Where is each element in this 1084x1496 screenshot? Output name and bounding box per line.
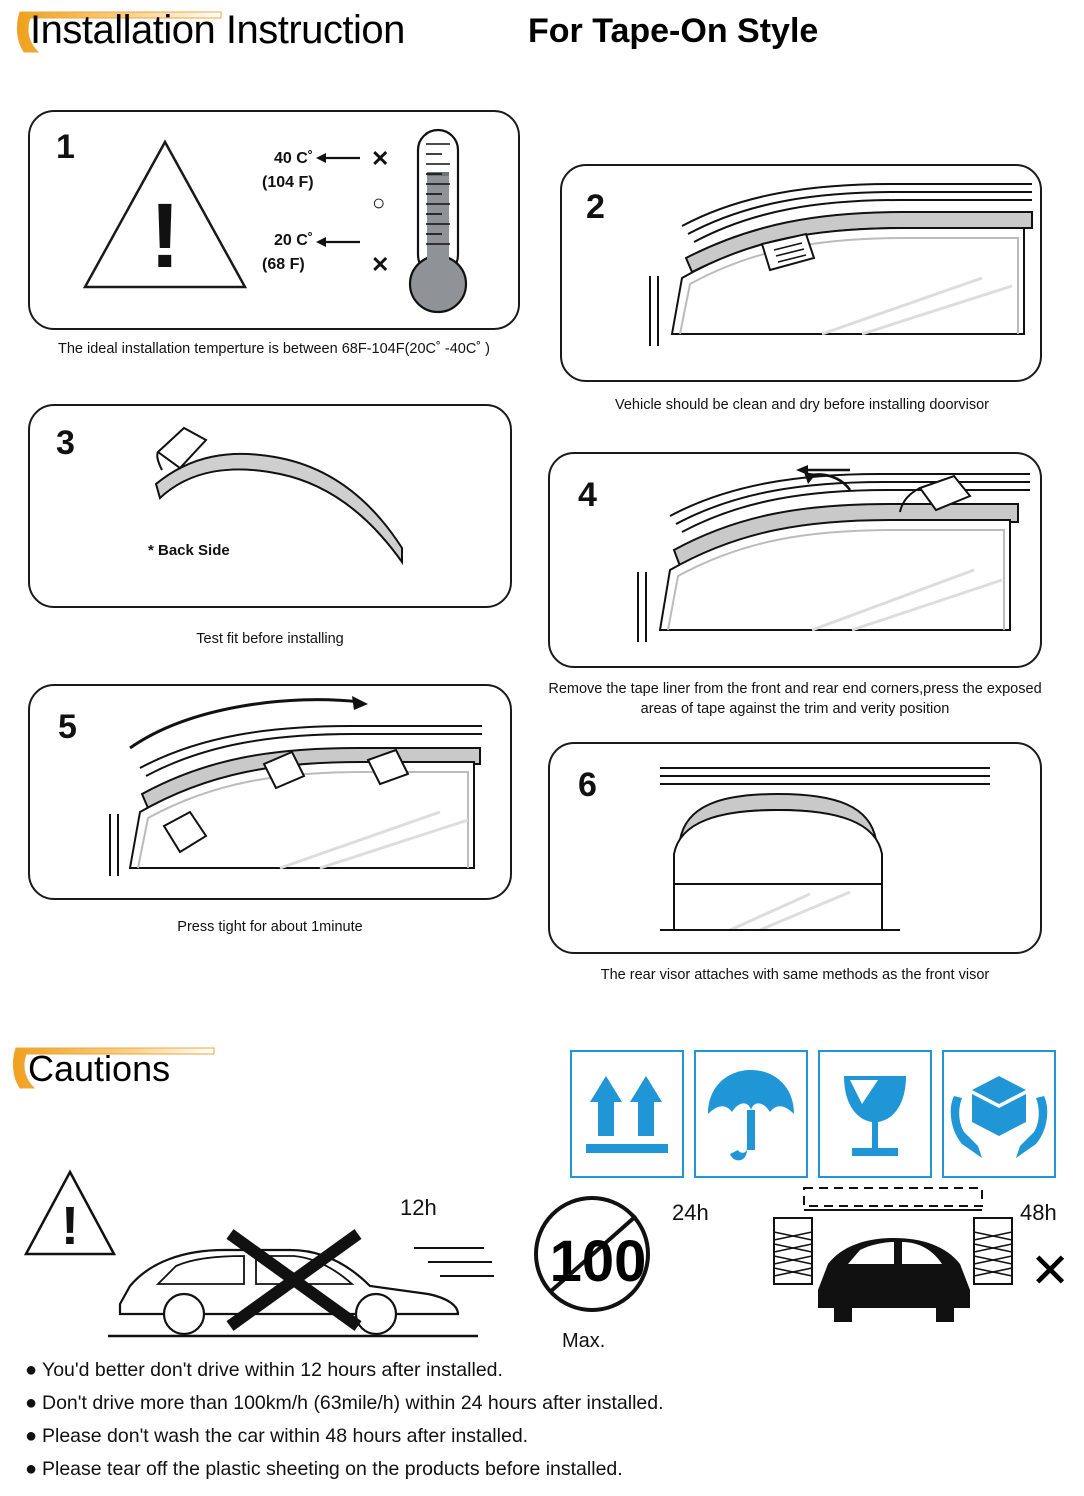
step-1-illustration [30, 112, 522, 332]
handle-with-care-icon [944, 1052, 1054, 1176]
caution-note-text: Please tear off the plastic sheeting on the products before installed. [42, 1458, 623, 1480]
bullet-dot-icon: ● [24, 1359, 38, 1381]
step-4-illustration [550, 454, 1044, 670]
shipping-icon-fragile [818, 1050, 932, 1178]
cross-mark-low-icon: ✕ [371, 252, 390, 277]
temp-low-fahrenheit-label: (68 F) [262, 256, 305, 273]
step-2-illustration [562, 166, 1044, 384]
step-6-caption: The rear visor attaches with same methods as the front visor [600, 967, 990, 983]
step-number-2: 2 [586, 188, 605, 226]
no-drive-hours-label: 12h [400, 1195, 437, 1220]
step-4-caption: Remove the tape liner from the front and rear end corners,press the exposed areas of tape against the trim and verity position [548, 681, 1042, 717]
shipping-icon-handle-with-care [942, 1050, 1056, 1178]
back-side-label: * Back Side [148, 542, 230, 559]
step-number-1: 1 [56, 128, 75, 166]
list-item [20, 1424, 1064, 1448]
keep-dry-umbrella-icon [696, 1052, 806, 1176]
page-header [0, 0, 1084, 78]
cautions-title: Cautions [28, 1048, 171, 1089]
svg-text:!: ! [149, 185, 181, 287]
list-item [20, 1391, 1064, 1415]
step-number-6: 6 [578, 766, 597, 804]
step-6-illustration [550, 744, 1044, 956]
temp-high-celsius-label: 40 C˚ [274, 150, 314, 167]
step-3-illustration [30, 406, 514, 610]
bullet-dot-icon: ● [24, 1425, 38, 1447]
step-panel-4 [548, 452, 1042, 668]
speed-hours-label: 24h [672, 1200, 709, 1225]
caution-note-text: You'd better don't drive within 12 hours after installed. [42, 1359, 503, 1381]
shipping-icon-keep-dry [694, 1050, 808, 1178]
step-panel-5 [28, 684, 512, 900]
list-item [20, 1457, 1064, 1481]
no-wash-hours-label: 48h [1020, 1200, 1057, 1225]
svg-text:!: ! [61, 1196, 79, 1256]
page-title: Installation Instruction [30, 8, 405, 52]
cautions-notes-list [20, 1358, 1064, 1490]
caution-note-text: Please don't wash the car within 48 hours after installed. [42, 1425, 529, 1447]
step-panel-6 [548, 742, 1042, 954]
step-number-5: 5 [58, 708, 77, 746]
step-5-caption: Press tight for about 1minute [177, 919, 363, 935]
step-number-3: 3 [56, 424, 75, 462]
step-3-caption: Test fit before installing [196, 631, 344, 647]
step-panel-3 [28, 404, 512, 608]
caution-note-text: Don't drive more than 100km/h (63mile/h) within 24 hours after installed. [42, 1392, 664, 1414]
shipping-icon-this-side-up [570, 1050, 684, 1178]
temp-high-fahrenheit-label: (104 F) [262, 174, 314, 191]
bullet-dot-icon: ● [24, 1458, 38, 1480]
fragile-glass-icon [820, 1052, 930, 1176]
step-panel-2 [560, 164, 1042, 382]
step-2-caption: Vehicle should be clean and dry before installing doorvisor [614, 397, 989, 413]
caution-no-drive-diagram [8, 1158, 548, 1358]
step-5-illustration [30, 686, 514, 902]
caution-no-wash-diagram [760, 1180, 1030, 1340]
cross-mark-high-icon: ✕ [371, 146, 390, 171]
page-subtitle: For Tape-On Style [528, 12, 819, 50]
speed-limit-max-label: Max. [562, 1330, 606, 1352]
circle-mark-ok-icon: ○ [372, 190, 386, 215]
step-1-caption: The ideal installation temperture is between 68F-104F(20C˚ -40C˚ ) [58, 341, 490, 357]
step-panel-1 [28, 110, 520, 330]
list-item [20, 1358, 1064, 1382]
speed-limit-value: 100 [549, 1229, 647, 1294]
step-number-4: 4 [578, 476, 597, 514]
bullet-dot-icon: ● [24, 1392, 38, 1414]
temp-low-celsius-label: 20 C˚ [274, 232, 314, 249]
no-wash-cross-icon: ✕ [1030, 1245, 1071, 1298]
this-side-up-icon [572, 1052, 682, 1176]
